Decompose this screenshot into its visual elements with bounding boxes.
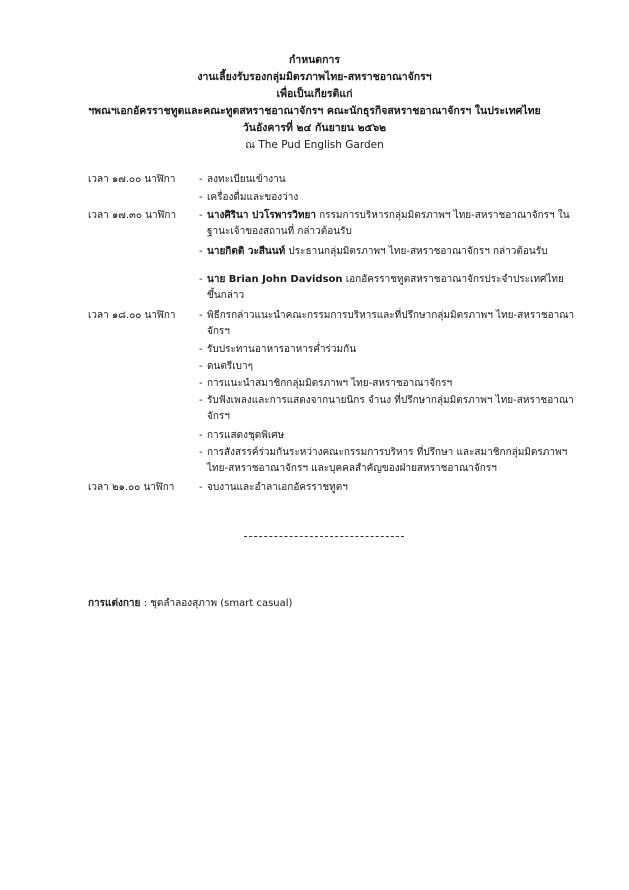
speaker-name: นาย Brian John Davidson [207, 274, 343, 285]
guests-line: ฯพณฯเอกอัครราชทูตและคณะทูตสหราชอาณาจักรฯ คณะนักธุรกิจสหราชอาณาจักรฯ ในประเทศไทย [88, 105, 541, 117]
dress-code-value: ชุดลำลองสุภาพ (smart casual) [150, 598, 293, 609]
schedule-item: - จบงานและอำลาเอกอัครราชทูตฯ [199, 482, 348, 493]
schedule-item: - การแสดงชุดพิเศษ [199, 430, 285, 441]
schedule-item: - รับประทานอาหารอาหารค่ำร่วมกัน [199, 344, 357, 355]
schedule-time-2100: เวลา ๒๑.๐๐ นาฬิกา [88, 482, 175, 493]
schedule-item: - ลงทะเบียนเข้างาน [199, 174, 286, 185]
schedule-item: - นายกิตติ วะสีนนท์ ประธานกลุ่มมิตรภาพฯ ไทย-สหราชอาณาจักรฯ กล่าวต้อนรับ [199, 246, 548, 257]
speaker-name: นายกิตติ วะสีนนท์ [207, 246, 286, 257]
schedule-item: - การแนะนำสมาชิกกลุ่มมิตรภาพฯ ไทย-สหราชอาณาจักรฯ [199, 378, 453, 389]
event-date: วันอังคารที่ ๒๔ กันยายน ๒๕๖๒ [242, 122, 387, 134]
doc-title: กำหนดการ [288, 54, 341, 66]
event-venue: ณ The Pud English Garden [245, 139, 384, 151]
schedule-item: - การสังสรรค์ร่วมกันระหว่างคณะกรรมการบริหาร ที่ปรึกษา และสมาชิกกลุ่มมิตรภาพฯ ไทย-สหราชอาณาจักรฯ และบุคคลสำคัญของฝ่ายสหราชอาณาจักรฯ [199, 447, 568, 474]
dress-code-label: การแต่งกาย [88, 598, 141, 609]
event-name: งานเลี้ยงรับรองกลุ่มมิตรภาพไทย-สหราชอาณาจักรฯ [197, 71, 432, 83]
schedule-time-1800: เวลา ๑๘.๐๐ นาฬิกา [88, 310, 176, 321]
schedule-item: - ดนตรีเบาๆ [199, 361, 253, 372]
speaker-name: นางศิรินา ปวโรพารวิทยา [207, 210, 316, 221]
schedule-item: - พิธีกรกล่าวแนะนำคณะกรรมการบริหารและที่ปรึกษากลุ่มมิตรภาพฯ ไทย-สหราชอาณาจักรฯ [199, 310, 575, 337]
schedule-time-1730: เวลา ๑๗.๓๐ นาฬิกา [88, 210, 177, 221]
schedule-item: - รับฟังเพลงและการแสดงจากนายนิกร จำนง ที่ปรึกษากลุ่มมิตรภาพฯ ไทย-สหราชอาณาจักรฯ [199, 395, 574, 422]
section-divider [244, 536, 404, 537]
schedule-time-1700: เวลา ๑๗.๐๐ นาฬิกา [88, 174, 176, 185]
schedule-item: - นางศิรินา ปวโรพารวิทยา กรรมการบริหารกลุ่มมิตรภาพฯ ไทย-สหราชอาณาจักรฯ ในฐานะเจ้าของสถานที่ กล่าวต้อนรับ [199, 210, 570, 237]
honor-line: เพื่อเป็นเกียรติแก่ [276, 88, 353, 100]
schedule-item: - เครื่องดื่มและของว่าง [199, 192, 299, 203]
dress-code: การแต่งกาย : ชุดลำลองสุภาพ (smart casual) [88, 598, 293, 609]
schedule-item: - นาย Brian John Davidson เอกอัครราชทูตสหราชอาณาจักรประจำประเทศไทย ขึ้นกล่าว [199, 274, 564, 301]
